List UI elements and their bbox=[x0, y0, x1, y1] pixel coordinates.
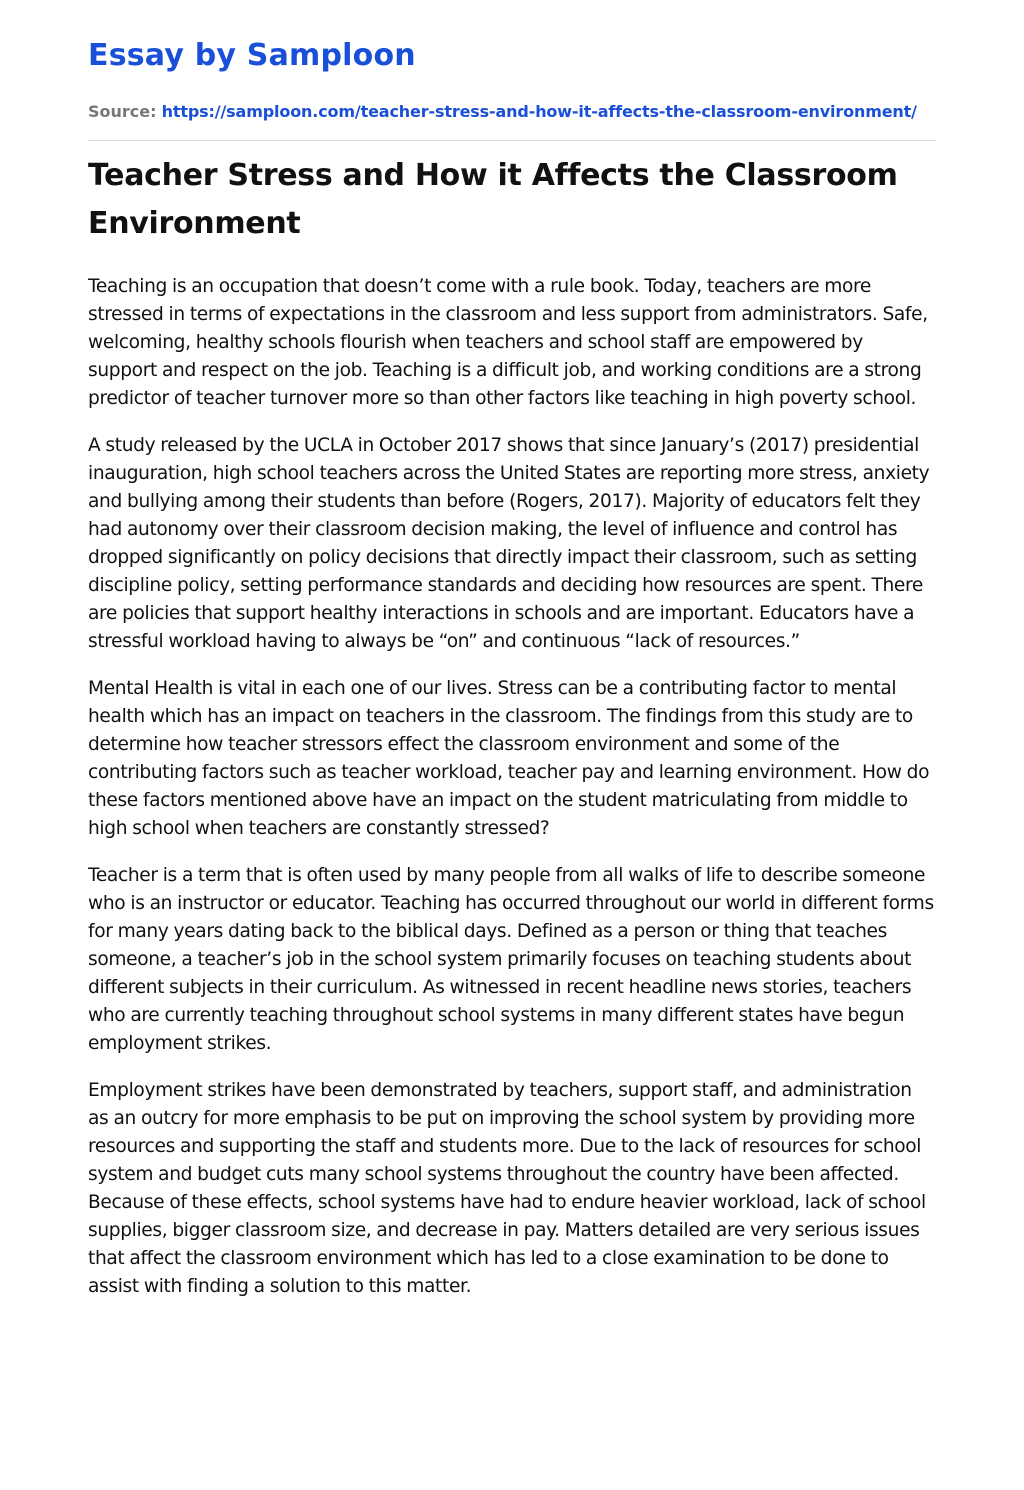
source-label: Source: bbox=[88, 102, 157, 121]
article-body bbox=[88, 273, 936, 1301]
header-divider bbox=[88, 140, 936, 141]
source-link[interactable]: https://samploon.com/teacher-stress-and-how-it-affects-the-classroom-environment/ bbox=[161, 102, 917, 121]
source-line bbox=[88, 100, 936, 124]
paragraph: Teaching is an occupation that doesn’t come with a rule book. Today, teachers are more stressed in terms of expectations in the classroom and less support from administrators. Safe, welcoming, healthy schools flourish when teachers and school staff are empowered by support and respect on the job. Teaching is a difficult job, and working conditions are a strong predictor of teacher turnover more so than other factors like teaching in high poverty school. bbox=[88, 276, 928, 409]
site-brand: Essay by Samploon bbox=[88, 38, 416, 73]
page-header bbox=[88, 34, 936, 141]
paragraph: A study released by the UCLA in October 2017 shows that since January’s (2017) presidential inauguration, high school teachers across the United States are reporting more stress, anxiety and bullying among their students than before (Rogers, 2017). Majority of educators felt they had autonomy over their classroom decision making, the level of influence and control has dropped significantly on policy decisions that directly impact their classroom, such as setting discipline policy, setting performance standards and deciding how resources are spent. There are policies that support healthy interactions in schools and are important. Educators have a stressful workload having to always be “on” and continuous “lack of resources.” bbox=[88, 435, 930, 652]
paragraph: Employment strikes have been demonstrated by teachers, support staff, and administration as an outcry for more emphasis to be put on improving the school system by providing more resources and supporting the staff and students more. Due to the lack of resources for school system and budget cuts many school systems throughout the country have been affected. Because of these effects, school systems have had to endure heavier workload, lack of school supplies, bigger classroom size, and decrease in pay. Matters detailed are very serious issues that affect the classroom environment which has led to a close examination to be done to assist with finding a solution to this matter. bbox=[88, 1080, 926, 1297]
article bbox=[88, 152, 936, 1301]
paragraph: Teacher is a term that is often used by many people from all walks of life to describe someone who is an instructor or educator. Teaching has occurred throughout our world in different forms for many years dating back to the biblical days. Defined as a person or thing that teaches someone, a teacher’s job in the school system primarily focuses on teaching students about different subjects in their curriculum. As witnessed in recent headline news stories, teachers who are currently teaching throughout school systems in many different states have begun employment strikes. bbox=[88, 865, 934, 1054]
article-title: Teacher Stress and How it Affects the Classroom Environment bbox=[88, 158, 898, 241]
paragraph: Mental Health is vital in each one of our lives. Stress can be a contributing factor to mental health which has an impact on teachers in the classroom. The findings from this study are to determine how teacher stressors effect the classroom environment and some of the contributing factors such as teacher workload, teacher pay and learning environment. How do these factors mentioned above have an impact on the student matriculating from middle to high school when teachers are constantly stressed? bbox=[88, 678, 930, 839]
